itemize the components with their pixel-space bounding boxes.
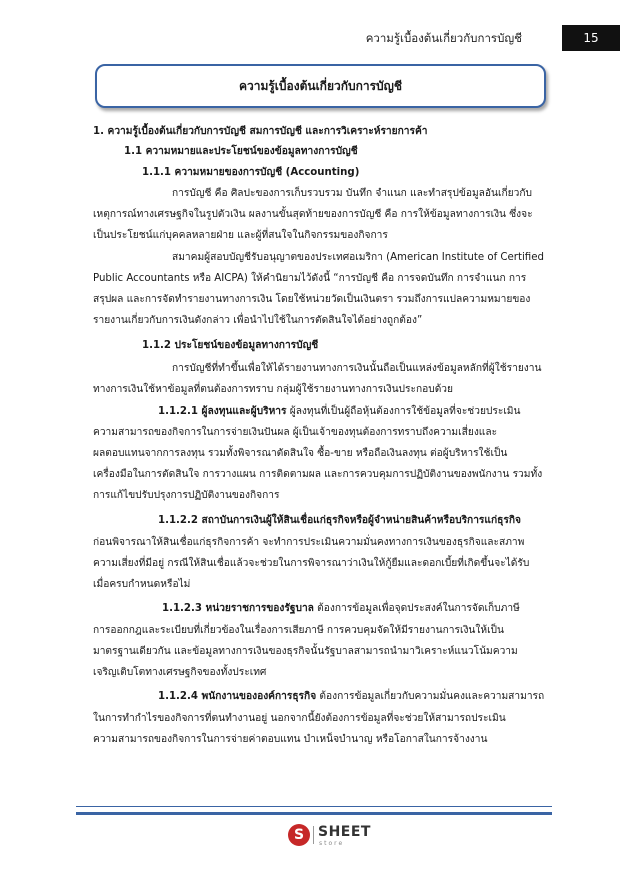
logo-mark-icon: S bbox=[288, 824, 310, 846]
subsection-heading-1-1-2: 1.1.2 ประโยชน์ของข้อมูลทางการบัญชี bbox=[142, 340, 319, 351]
paragraph-line: ก่อนพิจารณาให้สินเชื่อแก่ธุรกิจการค้า จะทำการประเมินความมั่นคงทางการเงินของธุรกิจและสภาพ bbox=[93, 537, 525, 548]
paragraph-line: เจริญเติบโตทางเศรษฐกิจของทั้งประเทศ bbox=[93, 667, 267, 678]
paragraph-line: การออกกฎและระเบียบที่เกี่ยวข้องในเรื่องการเสียภาษี การควบคุมจัดให้มีรายงานการเงินให้เป็น bbox=[93, 625, 504, 636]
paragraph-line: รายงานเกี่ยวกับการเงินดังกล่าว เพื่อนำไปใช้ในการตัดสินใจได้อย่างถูกต้อง” bbox=[93, 315, 423, 326]
paragraph-line: ทางการเงินใช้หาข้อมูลที่ตนต้องการทราบ กลุ่มผู้ใช้รายงานทางการเงินประกอบด้วย bbox=[93, 384, 453, 395]
header-title: ความรู้เบื้องต้นเกี่ยวกับการบัญชี bbox=[365, 31, 522, 45]
footer-rule-thick bbox=[76, 812, 552, 815]
subsection-heading-1-1-1: 1.1.1 ความหมายของการบัญชี (Accounting) bbox=[142, 167, 360, 178]
title-box: ความรู้เบื้องต้นเกี่ยวกับการบัญชี bbox=[95, 64, 546, 108]
paragraph-line: เครื่องมือในการตัดสินใจ การวางแผน การติดตามผล และการควบคุมการปฏิบัติงานของพนักงาน รวมทั้ง bbox=[93, 469, 543, 480]
item-heading: 1.1.2.2 สถาบันการเงินผู้ให้สินเชื่อแก่ธุรกิจหรือผู้จำหน่ายสินค้าหรือบริการแก่ธุรกิจ bbox=[158, 515, 521, 526]
paragraph-line bbox=[158, 405, 520, 419]
footer-rule-thin bbox=[76, 806, 552, 807]
paragraph-line: เมื่อครบกำหนดหรือไม่ bbox=[93, 579, 191, 590]
paragraph-line: ความสามารถของกิจการในการจ่ายเงินปันผล ผู้เป็นเจ้าของทุนต้องการทราบถึงความเสี่ยงและ bbox=[93, 427, 498, 438]
item-heading: 1.1.2.1 ผู้ลงทุนและผู้บริหาร bbox=[158, 406, 287, 417]
subsection-heading-1-1: 1.1 ความหมายและประโยชน์ของข้อมูลทางการบัญชี bbox=[124, 146, 358, 157]
paragraph-line: ความสามารถของกิจการในการจ่ายค่าตอบแทน บำเหน็จบำนาญ หรือโอกาสในการจ้างงาน bbox=[93, 734, 488, 745]
item-heading: 1.1.2.3 หน่วยราชการของรัฐบาล bbox=[162, 603, 314, 614]
paragraph-line: ความเสี่ยงที่มีอยู่ กรณีให้สินเชื่อแล้วจะช่วยในการพิจารณาว่าเงินให้กู้ยืมและดอกเบี้ยที่เกิดขึ้นจะได้รับ bbox=[93, 558, 530, 569]
logo-divider bbox=[313, 826, 314, 844]
paragraph-line: สรุปผล และการจัดทำรายงานทางการเงิน โดยใช้หน่วยวัดเป็นเงินตรา รวมถึงการแปลความหมายของ bbox=[93, 294, 531, 305]
paragraph-line: การบัญชีที่ทำขึ้นเพื่อให้ได้รายงานทางการเงินนั้นถือเป็นแหล่งข้อมูลหลักที่ผู้ใช้รายงาน bbox=[172, 363, 542, 374]
paragraph-line: การบัญชี คือ ศิลปะของการเก็บรวบรวม บันทึก จำแนก และทำสรุปข้อมูลอันเกี่ยวกับ bbox=[172, 188, 532, 199]
item-text: ต้องการข้อมูลเกี่ยวกับความมั่นคงและความสามารถ bbox=[316, 691, 545, 702]
paragraph-line: การแก้ไขปรับปรุงการปฏิบัติงานของกิจการ bbox=[93, 490, 280, 501]
paragraph-line: เหตุการณ์ทางเศรษฐกิจในรูปตัวเงิน ผลงานขั้นสุดท้ายของการบัญชี คือ การให้ข้อมูลทางการเงิน ซึ่งจะ bbox=[93, 209, 533, 220]
section-heading-1: 1. ความรู้เบื้องต้นเกี่ยวกับการบัญชี สมการบัญชี และการวิเคราะห์รายการค้า bbox=[93, 126, 428, 137]
logo-subtitle: store bbox=[319, 840, 345, 847]
paragraph-line bbox=[162, 602, 520, 616]
paragraph-line: มาตรฐานเดียวกัน และข้อมูลทางการเงินของธุรกิจนั้นรัฐบาลสามารถนำมาวิเคราะห์แนวโน้มความ bbox=[93, 646, 518, 657]
page-number: 15 bbox=[562, 25, 620, 51]
item-text: ต้องการข้อมูลเพื่อจุดประสงค์ในการจัดเก็บภาษี bbox=[313, 603, 520, 614]
item-heading: 1.1.2.4 พนักงานขององค์การธุรกิจ bbox=[158, 691, 317, 702]
paragraph-line bbox=[158, 690, 544, 704]
item-text: ผู้ลงทุนที่เป็นผู้ถือหุ้นต้องการใช้ข้อมูลที่จะช่วยประเมิน bbox=[286, 406, 521, 417]
logo-name: SHEET bbox=[318, 824, 371, 840]
paragraph-line: Public Accountants หรือ AICPA) ให้คำนิยามไว้ดังนี้ “การบัญชี คือ การจดบันทึก การจำแนก การ bbox=[93, 273, 527, 284]
paragraph-line: สมาคมผู้สอบบัญชีรับอนุญาตของประเทศอเมริกา (American Institute of Certified bbox=[172, 252, 544, 263]
paragraph-line: ในการทำกำไรของกิจการที่ตนทำงานอยู่ นอกจากนี้ยังต้องการข้อมูลที่จะช่วยให้สามารถประเมิน bbox=[93, 713, 506, 724]
paragraph-line: เป็นประโยชน์แก่บุคคลหลายฝ่าย และผู้ที่สนใจในกิจกรรมของกิจการ bbox=[93, 230, 388, 241]
paragraph-line: ผลตอบแทนจากการลงทุน รวมทั้งพิจารณาตัดสินใจ ซื้อ-ขาย หรือถือเงินลงทุน ต่อผู้บริหารใช้เป็น bbox=[93, 448, 508, 459]
sheet-store-logo bbox=[288, 824, 378, 850]
